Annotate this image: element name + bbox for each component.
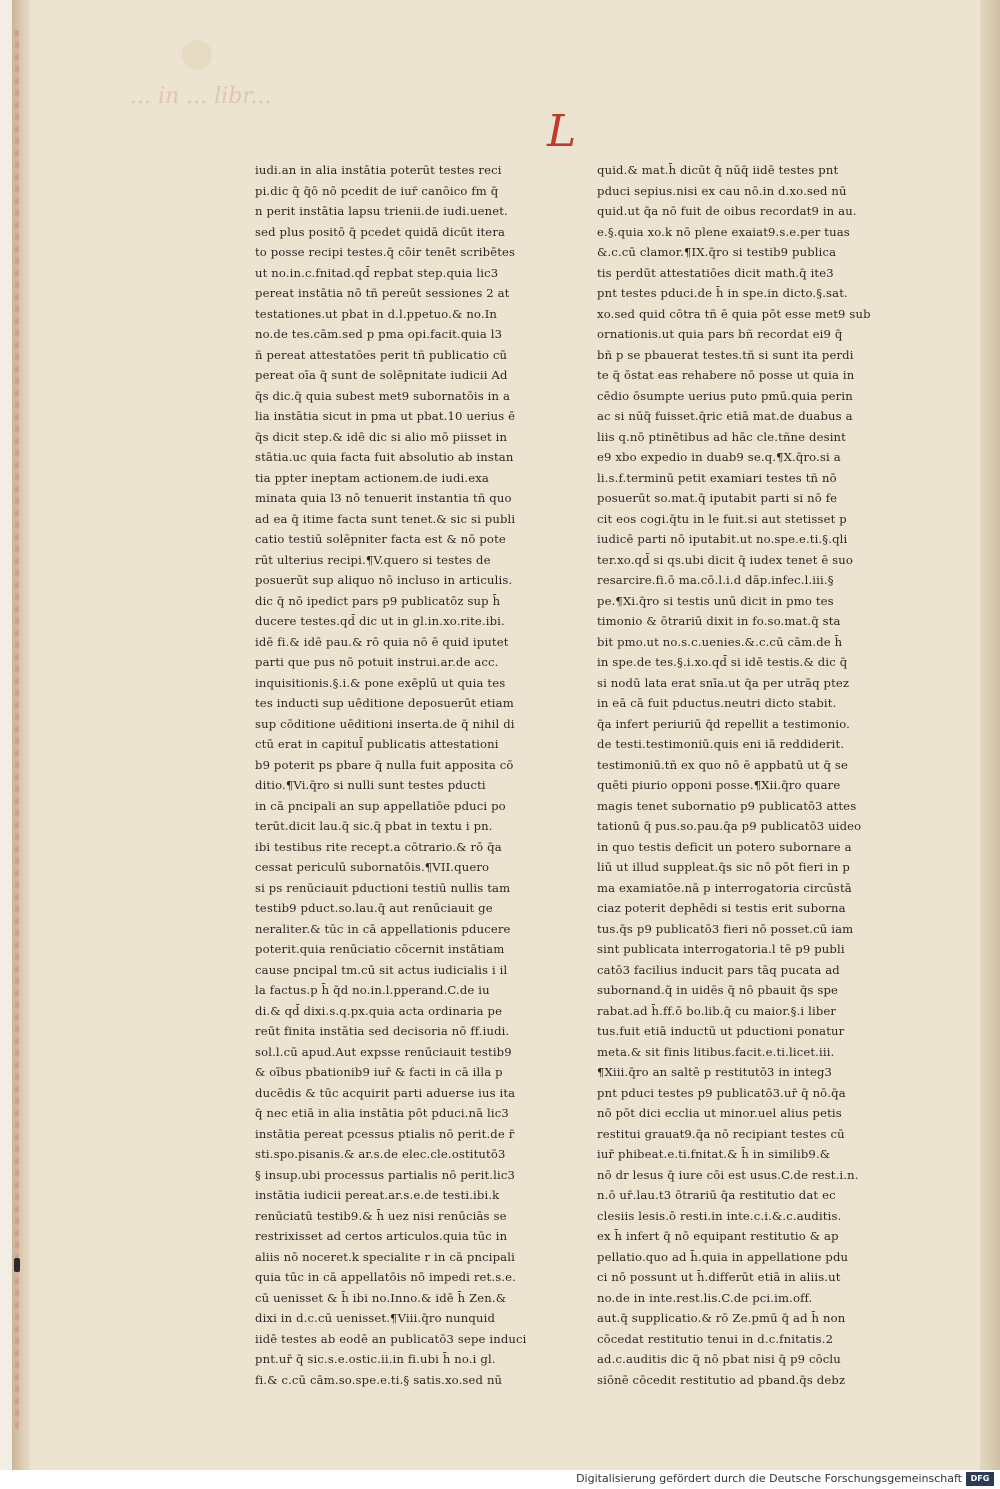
text-line: ci nō possunt ut h̄.differūt etiā in aliis.ut [597, 1270, 841, 1284]
text-line: xo.sed quid cōtra tñ ē quia pōt esse met9 sub [597, 306, 871, 321]
text-line: in spe.de tes.§.i.xo.qd̄ si idē testis.& dic q̄ [597, 655, 848, 669]
text-line: ducēdis & tūc acquirit parti aduerse ius ita [255, 1085, 516, 1100]
footer-credit: Digitalisierung gefördert durch die Deutsche Forschungsgemeinschaft [576, 1472, 962, 1485]
text-line: ma examiatōe.nā p interrogatoria circūstā [597, 880, 852, 895]
text-line: ciaz poterit dephēdi si testis erit suborna [597, 901, 846, 915]
text-line: fi.& c.cū cām.so.spe.e.ti.§ satis.xo.sed nū [255, 1372, 503, 1387]
text-line: restitui grauat9.q̄a nō recipiant testes cū [597, 1126, 845, 1141]
page-right-edge [980, 0, 1000, 1470]
dfg-logo-icon: DFG [966, 1472, 994, 1486]
margin-note: ... in ... libr... [130, 84, 272, 109]
text-line: ducere testes.qd̄ dic ut in gl.in.xo.rite.ibi. [255, 614, 505, 628]
text-line: neraliter.& tūc in cā appellationis pducere [255, 921, 511, 936]
text-line: ut no.in.c.fnitad.qd̄ repbat step.quia lic3 [255, 265, 499, 280]
text-line: renūciatū testib9.& h̄ uez nisi renūciās se [255, 1208, 507, 1223]
text-line: bit pmo.ut no.s.c.uenies.&.c.cū cām.de h̄ [597, 634, 843, 649]
text-line: ex h̄ infert q̄ nō equipant restitutio & ap [597, 1229, 839, 1243]
text-line: in eā cā fuit pductus.neutri dicto stabit. [597, 696, 837, 710]
text-line: n.ō ur̄.lau.t3 ōtrariū q̄a restitutio dat ec [597, 1188, 836, 1202]
text-line: iudicē parti nō iputabit.ut no.spe.e.ti.§.qli [597, 532, 848, 546]
text-line: posuerūt sup aliquo nō incluso in articulis. [255, 573, 513, 587]
text-line: cessat periculū subornatōis.¶VII.quero [255, 860, 490, 874]
text-line: pnt pduci testes p9 publicatō3.ur̄ q̄ nō.q̄a [597, 1085, 846, 1100]
text-line: parti que pus nō potuit instrui.ar.de acc. [255, 655, 499, 669]
text-line: pduci sepius.nisi ex cau nō.in d.xo.sed nū [597, 183, 847, 198]
text-line: pi.dic q̄ q̄ō nō pcedit de iur̄ canōico fm q̄ [255, 183, 499, 198]
text-line: te q̄ ōstat eas rehabere nō posse ut quia in [597, 368, 855, 382]
text-line: li.s.f.terminū petit examiari testes tñ nō [597, 470, 837, 485]
text-line: testimoniū.tñ ex quo nō ē appbatū ut q̄ se [597, 757, 849, 772]
text-line: ad.c.auditis dic q̄ nō pbat nisi q̄ p9 cōclu [597, 1352, 841, 1366]
text-line: nō pōt dici ecclia ut minor.uel alius petis [597, 1106, 842, 1120]
text-line: sol.l.cū apud.Aut expsse renūciauit testib9 [255, 1044, 512, 1059]
text-line: q̄s dicit step.& idē dic si alio mō piisset in [255, 429, 508, 444]
text-line: de testi.testimoniū.quis eni iā reddiderit. [597, 737, 845, 751]
footer-bar [0, 1470, 1000, 1489]
right-text-column [597, 160, 895, 1390]
text-line: testib9 pduct.so.lau.q̄ aut renūciauit ge [255, 901, 493, 915]
page-left-edge [12, 0, 30, 1470]
text-line: magis tenet subornatio p9 publicatō3 attes [597, 798, 857, 813]
text-line: instātia iudicii pereat.ar.s.e.de testi.ibi.k [255, 1188, 500, 1202]
text-line: poterit.quia renūciatio cōcernit instātiam [255, 942, 505, 956]
text-line: tus.q̄s p9 publicatō3 fieri nō posset.cū iam [597, 921, 854, 936]
text-line: cit eos cogi.q̄tu in le fuit.si aut stetisset p [597, 511, 847, 526]
text-line: pereat oīa q̄ sunt de solēpnitate iudicii Ad [255, 368, 508, 382]
text-line: q̄s dic.q̄ quia subest met9 subornatōis in a [255, 388, 511, 403]
text-line: in cā pncipali an sup appellatiōe pduci po [255, 798, 506, 813]
text-line: e.§.quia xo.k nō plene exaiat9.s.e.per tuas [597, 224, 850, 239]
text-line: iudi.an in alia instātia poterūt testes reci [255, 163, 502, 177]
text-line: ¶Xiii.q̄ro an saltē p restitutō3 in integ3 [597, 1065, 833, 1079]
text-line: tus.fuit etiā inductū ut pductioni ponatur [597, 1024, 845, 1038]
text-line: iidē testes ab eodē an publicatō3 sepe induci [255, 1331, 527, 1346]
text-line: quid.ut q̄a nō fuit de oibus recordat9 in au. [597, 204, 857, 218]
text-line: n perit instātia lapsu trienii.de iudi.uenet. [255, 204, 508, 218]
text-line: cū uenisset & h̄ ibi no.Inno.& idē h̄ Zen.& [255, 1290, 507, 1305]
text-line: pnt testes pduci.de h̄ in spe.in dicto.§.sat. [597, 286, 848, 300]
text-line: aut.q̄ supplicatio.& rō Ze.pmū q̄ ad h̄ non [597, 1311, 846, 1325]
text-line: q̄a infert periuriū q̄d repellit a testimonio. [597, 716, 850, 731]
text-line: dic q̄ nō ipedict pars p9 publicatōz sup h̄ [255, 593, 501, 608]
text-line: tes inducti sup uēditione deposuerūt etiam [255, 696, 514, 710]
text-line: to posse recipi testes.q̄ cōir tenēt scribētes [255, 245, 516, 259]
text-line: liis q.nō ptinētibus ad hāc cle.tñne desint [597, 429, 846, 444]
text-line: inquisitionis.§.i.& pone exēplū ut quia tes [255, 675, 506, 690]
text-line: no.de tes.cām.sed p pma opi.facit.quia l3 [255, 327, 503, 341]
text-line: b9 poterit ps pbare q̄ nulla fuit apposita cō [255, 757, 514, 772]
left-text-column [255, 160, 553, 1390]
text-line: si ps renūciauit pductioni testiū nullis tam [255, 880, 511, 895]
text-line: no.de in inte.rest.lis.C.de pci.im.off. [597, 1290, 813, 1305]
text-line: restrixisset ad certos articulos.quia tūc in [255, 1229, 508, 1243]
text-line: ñ pereat attestatōes perit tñ publicatio cū [255, 347, 508, 362]
text-line: ac si nūq̄ fuisset.q̄ric etiā mat.de duabus a [597, 409, 853, 423]
text-line: ditio.¶Vi.q̄ro si nulli sunt testes pducti [255, 778, 486, 792]
text-line: in quo testis deficit un potero subornare a [597, 839, 852, 854]
text-line: bñ p se pbauerat testes.tñ si sunt ita perdi [597, 347, 854, 362]
text-line: terūt.dicit lau.q̄ sic.q̄ pbat in textu i pn. [255, 819, 493, 833]
text-line: sed plus positō q̄ pcedet quidā dicūt itera [255, 224, 506, 239]
text-line: dixi in d.c.cū uenisset.¶Viii.q̄ro nunquid [255, 1311, 496, 1325]
text-line: pereat instātia nō tñ pereūt sessiones 2 at [255, 286, 510, 300]
text-line: tationū q̄ pus.so.pau.q̄a p9 publicatō3 uideo [597, 819, 862, 833]
text-line: &.c.cū clamor.¶IX.q̄ro si testib9 publica [597, 245, 837, 259]
text-line: quēti piurio opponi posse.¶Xii.q̄ro quare [597, 778, 841, 792]
book-page [12, 0, 1000, 1470]
text-line: q̄ nec etiā in alia instātia pōt pduci.nā lic3 [255, 1106, 509, 1120]
text-line: stātia.uc quia facta fuit absolutio ab instan [255, 450, 514, 464]
text-line: sint publicata interrogatoria.l tē p9 publi [597, 942, 845, 956]
text-line: testationes.ut pbat in d.l.ppetuo.& no.In [255, 306, 498, 321]
text-line: liū ut illud suppleat.q̄s sic nō pōt fieri in p [597, 860, 850, 874]
text-line: quia tūc in cā appellatōis nō impedi ret.s.e. [255, 1270, 516, 1284]
text-line: cōcedat restitutio tenui in d.c.fnitatis.2 [597, 1331, 834, 1346]
text-line: la factus.p h̄ q̄d no.in.l.pperand.C.de iu [255, 983, 490, 997]
text-line: clesiis lesis.ō resti.in inte.c.i.&.c.auditis. [597, 1208, 842, 1223]
text-line: quid.& mat.h̄ dicūt q̄ nūq̄ iidē testes pnt [597, 163, 839, 177]
text-line: nō dr lesus q̄ iure cōi est usus.C.de rest.i.n. [597, 1167, 859, 1182]
text-line: ad ea q̄ itime facta sunt tenet.& sic si publi [255, 511, 516, 526]
text-line: tis perdūt attestatiōes dicit math.q̄ ite3 [597, 265, 834, 280]
text-line: di.& qd̄ dixi.s.q.px.quia acta ordinaria pe [255, 1003, 503, 1018]
text-line: posuerūt so.mat.q̄ iputabit parti si nō fe [597, 491, 838, 505]
text-line: iur̄ phibeat.e.ti.fnitat.& h̄ in similib9.& [597, 1147, 831, 1161]
text-line: sti.spo.pisanis.& ar.s.de elec.cle.ostitutō3 [255, 1147, 506, 1161]
text-line: pellatio.quo ad h̄.quia in appellatione pdu [597, 1249, 849, 1264]
text-line: si nodū lata erat snīa.ut q̄a per utrāq ptez [597, 675, 850, 690]
text-line: minata quia l3 nō tenuerit instantia tñ quo [255, 491, 512, 505]
text-line: lia instātia sicut in pma ut pbat.10 uerius ē [255, 409, 516, 423]
page-stain [182, 40, 212, 70]
binding-mark [14, 1258, 20, 1272]
text-line: meta.& sit finis litibus.facit.e.ti.licet.iii. [597, 1044, 835, 1059]
text-line: & oībus pbationib9 iur̄ & facti in cā illa p [255, 1065, 503, 1079]
text-line: subornand.q̄ in uidēs q̄ nō pbauit q̄s spe [597, 983, 839, 997]
text-line: instātia pereat pcessus ptialis nō perit.de r̄ [255, 1126, 515, 1141]
text-line: ter.xo.qd̄ si qs.ubi dicit q̄ iudex tenet ē suo [597, 552, 854, 567]
text-line: tia ppter ineptam actionem.de iudi.exa [255, 470, 489, 485]
text-line: pe.¶Xi.q̄ro si testis unū dicit in pmo tes [597, 593, 834, 608]
text-line: siōnē cōcedit restitutio ad pband.q̄s debz [597, 1372, 846, 1387]
text-line: catio testiū solēpniter facta est & nō pote [255, 532, 506, 546]
text-line: ibi testibus rite recept.a cōtrario.& rō q̄a [255, 839, 502, 854]
text-line: rūt ulterius recipi.¶V.quero si testes de [255, 552, 491, 567]
text-line: § insup.ubi processus partialis nō perit.lic3 [255, 1167, 516, 1182]
text-line: resarcire.fi.ō ma.cō.l.i.d dāp.infec.l.iii.§ [597, 573, 834, 587]
text-line: pnt.ur̄ q̄ sic.s.e.ostic.ii.in fi.ubi h̄ no.i gl. [255, 1352, 496, 1366]
text-line: e9 xbo expedio in duab9 se.q.¶X.q̄ro.si a [597, 450, 841, 464]
text-line: rabat.ad h̄.ff.ō bo.lib.q̄ cu maior.§.i liber [597, 1003, 837, 1018]
folio-number: L [547, 106, 577, 157]
text-line: ctū erat in capitul̄ publicatis attestationi [255, 737, 499, 751]
text-line: cause pncipal tm.cū sit actus iudicialis i il [255, 962, 508, 977]
text-line: idē fi.& idē pau.& rō quia nō ē quid iputet [255, 634, 509, 649]
text-line: catō3 facilius inducit pars tāq pucata ad [597, 962, 840, 977]
text-line: aliis nō noceret.k specialite r in cā pncipali [255, 1249, 515, 1264]
text-line: cēdio ōsumpte uerius puto pmū.quia perin [597, 388, 853, 403]
text-line: ornationis.ut quia pars bñ recordat ei9 q̄ [597, 327, 843, 341]
text-line: timonio & ōtrariū dixit in fo.so.mat.q̄ sta [597, 614, 841, 628]
text-line: sup cōditione uēditioni inserta.de q̄ nihil di [255, 716, 515, 731]
text-line: reūt finita instātia sed decisoria nō ff.iudi. [255, 1024, 510, 1038]
